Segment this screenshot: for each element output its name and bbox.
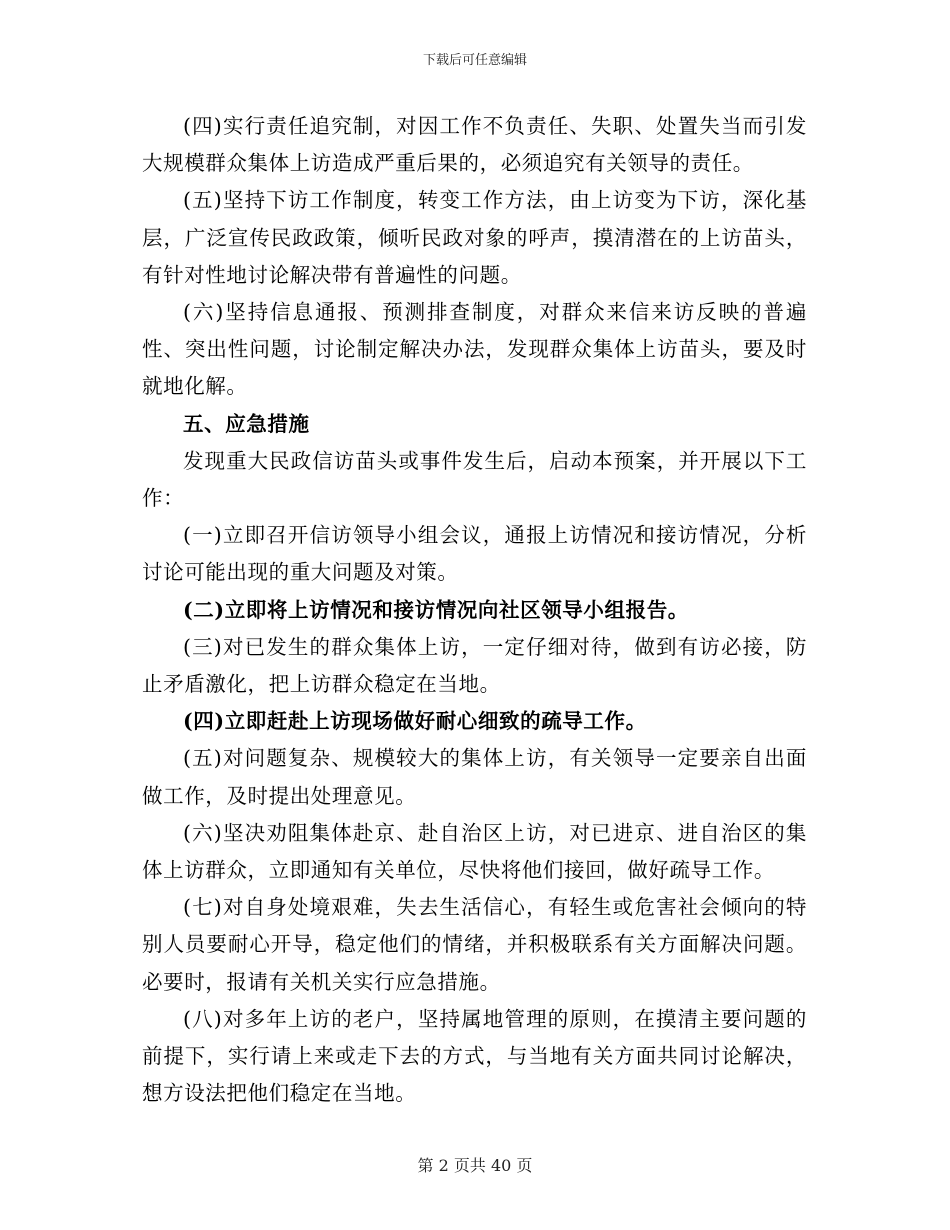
page-number-footer: 第 2 页共 40 页 (417, 1156, 533, 1175)
paragraph-information-report: (六)坚持信息通报、预测排查制度，对群众来信来访反映的普遍性、突出性问题，讨论制定解决办法，发现群众集体上访苗头，要及时就地化解。 (142, 300, 807, 399)
paragraph-measure-3: (三)对已发生的群众集体上访，一定仔细对待，做到有访必接，防止矛盾激化，把上访群众稳定在当地。 (142, 634, 807, 697)
paragraph-measure-1: (一)立即召开信访领导小组会议，通报上访情况和接访情况，分析讨论可能出现的重大问题及对策。 (142, 523, 807, 585)
paragraph-measure-2: (二)立即将上访情况和接访情况向社区领导小组报告。 (183, 597, 689, 622)
paragraph-measure-5: (五)对问题复杂、规模较大的集体上访，有关领导一定要亲自出面做工作，及时提出处理意见。 (142, 746, 807, 808)
paragraph-visit-system: (五)坚持下访工作制度，转变工作方法，由上访变为下访，深化基层，广泛宣传民政政策，倾听民政对象的呼声，摸清潜在的上访苗头，有针对性地讨论解决带有普遍性的问题。 (142, 188, 807, 287)
section-heading-emergency-measures: 五、应急措施 (183, 411, 310, 436)
paragraph-emergency-intro: 发现重大民政信访苗头或事件发生后，启动本预案，并开展以下工作： (142, 448, 807, 511)
paragraph-measure-8: (八)对多年上访的老户，坚持属地管理的原则，在摸清主要问题的前提下，实行请上来或走下去的方式，与当地有关方面共同讨论解决，想方设法把他们稳定在当地。 (142, 1006, 807, 1106)
paragraph-measure-4: (四)立即赶赴上访现场做好耐心细致的疏导工作。 (183, 709, 647, 734)
paragraph-responsibility: (四)实行责任追究制，对因工作不负责任、失职、处置失当而引发大规模群众集体上访造成严重后果的，必须追究有关领导的责任。 (142, 114, 807, 176)
page-header-note: 下载后可任意编辑 (422, 53, 527, 68)
paragraph-measure-7: (七)对自身处境艰难，失去生活信心，有轻生或危害社会倾向的特别人员要耐心开导，稳定他们的情绪，并积极联系有关方面解决问题。必要时，报请有关机关实行应急措施。 (142, 895, 807, 994)
paragraph-measure-6: (六)坚决劝阻集体赴京、赴自治区上访，对已进京、进自治区的集体上访群众，立即通知有关单位，尽快将他们接回，做好疏导工作。 (142, 820, 807, 883)
document-body (142, 108, 807, 1112)
